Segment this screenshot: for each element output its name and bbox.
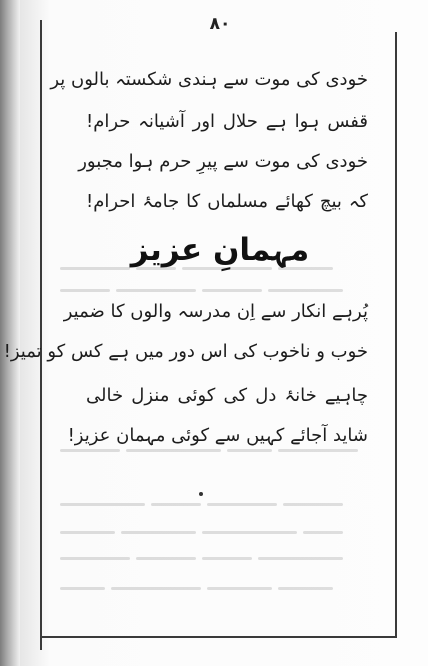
page-border-left (40, 20, 42, 650)
bleed-through-line (60, 494, 380, 504)
verse-line: قفس ہوا ہے حلال اور آشیانہ حرام! (86, 111, 368, 132)
verse-line: کہ بیچ کھائے مسلماں کا جامۂ احرام! (86, 191, 368, 212)
bleed-through-line (60, 522, 380, 532)
verse-line: خوب و ناخوب کی اس دور میں ہے کس کو تمیز! (3, 341, 368, 362)
verse-line: خودی کی موت سے ہندی شکستہ بالوں پر (50, 69, 368, 90)
book-gutter-shadow (0, 0, 20, 666)
verse-line: پُرہے انکار سے اِن مدرسہ والوں کا ضمیر (63, 301, 368, 322)
verse-line: چاہیے خانۂ دل کی کوئی منزل خالی (86, 385, 368, 406)
bleed-through-line (60, 548, 380, 558)
bleed-through-line (60, 280, 380, 290)
page-border-bottom (40, 636, 397, 638)
page-paper (3, 0, 428, 666)
page-number: ٨٠ (209, 14, 231, 34)
verse-line: خودی کی موت سے پیرِ حرم ہوا مجبور (78, 151, 368, 172)
page-border-right (395, 32, 397, 638)
poem-title: مہمانِ عزیز (130, 232, 310, 268)
verse-line: شاید آجائے کہیں سے کوئی مہمان عزیز! (67, 425, 368, 446)
ink-dot (199, 492, 203, 496)
bleed-through-line (60, 578, 380, 588)
